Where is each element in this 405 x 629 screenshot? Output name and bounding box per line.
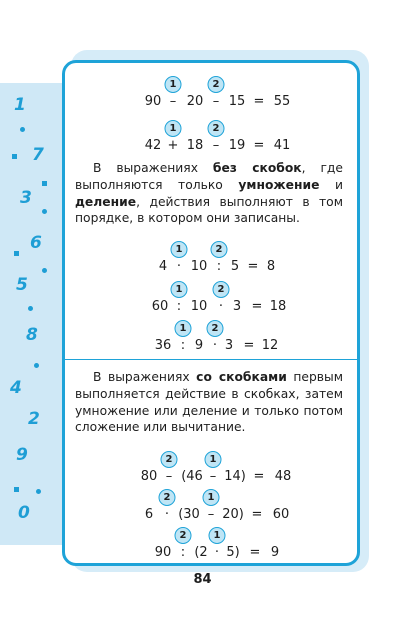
action-order-badge: 1	[171, 241, 188, 258]
expression-token: –	[207, 507, 215, 522]
expression-token: 3	[224, 338, 234, 353]
expression-token: 6	[144, 507, 154, 522]
side-digit: 8	[26, 325, 38, 345]
expression-token: =	[243, 338, 255, 353]
rule-text: , действия выполняют в том порядке, в котором они записаны.	[75, 194, 343, 226]
rule-without-brackets	[75, 160, 343, 227]
side-digit: 5	[16, 275, 28, 295]
expression-token: 4	[158, 259, 168, 274]
expression-token: ·	[176, 259, 182, 274]
rule-card	[62, 60, 360, 566]
expression-token: =	[253, 469, 265, 484]
expression-token: 60	[272, 507, 290, 522]
rule-emphasis: деление	[75, 194, 137, 209]
action-order-badge: 1	[165, 120, 182, 137]
side-digit: 0	[18, 503, 30, 523]
expression-token: ·	[164, 507, 170, 522]
expression-token: –	[212, 94, 220, 109]
side-dot	[42, 181, 47, 186]
action-order-badge: 2	[211, 241, 228, 258]
expression-token: :	[180, 338, 186, 353]
expression-token: 90	[144, 94, 162, 109]
action-order-badge: 2	[208, 120, 225, 137]
expression-token: 10	[190, 259, 208, 274]
side-digit: 3	[20, 188, 32, 208]
expression-token: =	[251, 507, 263, 522]
expression-token: 36	[154, 338, 172, 353]
expression-token: =	[253, 138, 265, 153]
action-order-badge: 2	[175, 527, 192, 544]
side-decoration-strip	[0, 83, 62, 545]
expression-token: ·	[218, 299, 224, 314]
expression-token: 41	[273, 138, 291, 153]
action-order-badge: 1	[175, 320, 192, 337]
side-dot	[28, 306, 33, 311]
expression-token: –	[169, 94, 177, 109]
expression-token: 9	[270, 545, 280, 560]
expression-row	[65, 281, 357, 315]
expression-token: –	[165, 469, 173, 484]
action-order-badge: 2	[208, 76, 225, 93]
action-order-badge: 2	[213, 281, 230, 298]
expression-token: 19	[228, 138, 246, 153]
action-order-badge: 2	[159, 489, 176, 506]
expression-token: ·	[212, 338, 218, 353]
side-digit: 2	[28, 409, 40, 429]
expression-token: 80	[140, 469, 158, 484]
expression-token: ·	[214, 545, 220, 560]
action-order-badge: 1	[165, 76, 182, 93]
expression-token: 10	[190, 299, 208, 314]
side-digit: 9	[16, 445, 28, 465]
rule-emphasis: умножение	[238, 177, 320, 192]
expression-token: –	[212, 138, 220, 153]
expression-token: 20	[186, 94, 204, 109]
side-digit: 4	[10, 378, 22, 398]
expression-row	[65, 489, 357, 523]
action-order-badge: 2	[161, 451, 178, 468]
expression-token: (2	[194, 545, 208, 560]
side-digit: 7	[32, 145, 44, 165]
expression-row	[65, 451, 357, 485]
side-dot	[42, 268, 47, 273]
expression-token: 12	[261, 338, 279, 353]
action-order-badge: 2	[207, 320, 224, 337]
rule-emphasis: без скобок	[212, 161, 302, 175]
action-order-badge: 1	[209, 527, 226, 544]
side-digit: 1	[14, 95, 26, 115]
expression-row	[65, 120, 357, 154]
expression-token: (46	[181, 469, 203, 484]
rule-text: , где выполняются только	[75, 161, 343, 192]
expression-token: 48	[274, 469, 292, 484]
action-order-badge: 1	[205, 451, 222, 468]
expression-token: =	[253, 94, 265, 109]
expression-token: :	[176, 299, 182, 314]
expression-token: 5	[230, 259, 240, 274]
expression-token: 9	[194, 338, 204, 353]
side-digit: 6	[30, 233, 42, 253]
expression-token: 18	[269, 299, 287, 314]
section-divider	[65, 359, 357, 360]
expression-row	[65, 320, 357, 354]
rule-text: и	[319, 177, 343, 192]
expression-token: :	[216, 259, 222, 274]
expression-token: 20)	[222, 507, 244, 522]
expression-token: 15	[228, 94, 246, 109]
rule-text: В выражениях	[93, 161, 213, 175]
expression-token: :	[180, 545, 186, 560]
expression-row	[65, 241, 357, 275]
expression-token: 60	[151, 299, 169, 314]
side-dot	[36, 489, 41, 494]
expression-token: +	[167, 138, 179, 153]
page-number: 84	[193, 572, 212, 587]
expression-token: 90	[154, 545, 172, 560]
rule-text: первым выполняется действие в скобках, затем умножение или деление и только потом сложение или вычитание.	[75, 370, 343, 435]
rule-text: В выражениях	[93, 370, 197, 384]
expression-row	[65, 527, 357, 561]
expression-token: 18	[186, 138, 204, 153]
expression-token: 14)	[224, 469, 246, 484]
expression-token: 8	[266, 259, 276, 274]
side-dot	[14, 251, 19, 256]
side-dot	[20, 127, 25, 132]
action-order-badge: 1	[203, 489, 220, 506]
rule-with-brackets	[75, 369, 343, 436]
expression-row	[65, 76, 357, 110]
side-dot	[34, 363, 39, 368]
expression-token: (30	[178, 507, 200, 522]
expression-token: 42	[144, 138, 162, 153]
side-dot	[14, 487, 19, 492]
expression-token: –	[209, 469, 217, 484]
expression-token: =	[251, 299, 263, 314]
expression-token: 3	[232, 299, 242, 314]
expression-token: =	[247, 259, 259, 274]
action-order-badge: 1	[171, 281, 188, 298]
side-dot	[42, 209, 47, 214]
expression-token: =	[249, 545, 261, 560]
rule-emphasis: со скобками	[196, 370, 287, 384]
expression-token: 55	[273, 94, 291, 109]
expression-token: 5)	[226, 545, 240, 560]
side-dot	[12, 154, 17, 159]
